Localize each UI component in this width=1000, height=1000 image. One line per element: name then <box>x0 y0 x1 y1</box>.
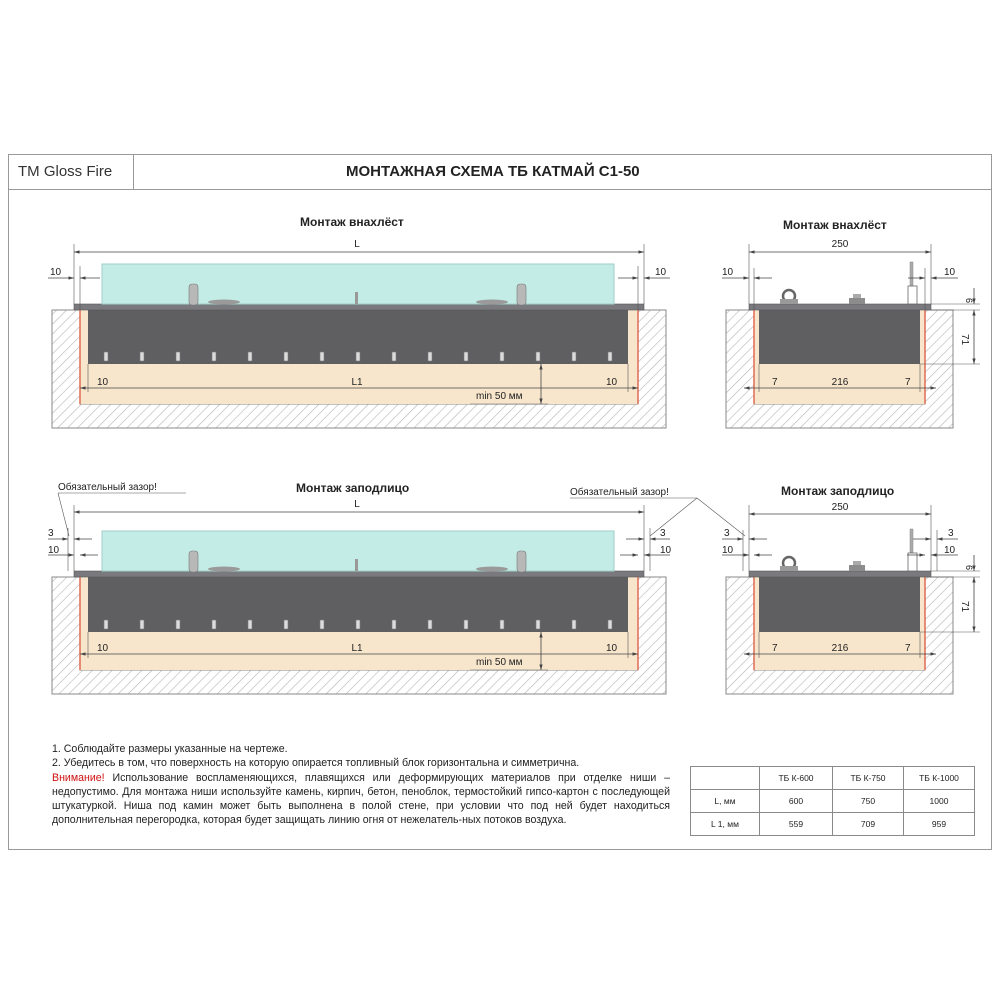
dim-10-right: 10 <box>655 267 667 278</box>
note-1: 1. Соблюдайте размеры указанные на чертеже. <box>52 743 288 755</box>
brand-label: TM Gloss Fire <box>18 163 113 180</box>
table-cell: 600 <box>760 790 833 813</box>
svg-text:250: 250 <box>831 502 849 513</box>
table-cell: 709 <box>833 813 904 836</box>
svg-text:10: 10 <box>97 643 109 654</box>
overlap-front-view <box>48 239 670 428</box>
note-2: 2. Убедитесь в том, что поверхность на которую опирается топливный блок горизонтальна и симметрична. <box>52 757 580 770</box>
table-cell: L 1, мм <box>691 813 760 836</box>
svg-text:216: 216 <box>831 643 849 654</box>
dim-216: 216 <box>831 377 849 388</box>
dim-6: 6 <box>964 298 974 304</box>
spec-table <box>690 766 975 836</box>
warning-text: Использование воспламеняющихся, плавящихся или деформирующих материалов при отделке ниши – недопустимо. Для монтажа ниши используйте камень, кирпич, бетон, пеноблок, термостойкий гипсо-картон с последующей штукатуркой. Ниша под камин может быть выполнена в полой стене, при условии что под ней будет находиться дополнительная перегородка, которая будет защищать линию огня от нежелатель-ных потоков воздуха. <box>52 771 670 827</box>
gap-note-right: Обязательный зазор! <box>570 487 669 498</box>
table-header-cell: ТБ К-600 <box>760 767 833 790</box>
overlap-front-title: Монтаж внахлёст <box>300 215 404 229</box>
table-cell: L, мм <box>691 790 760 813</box>
table-header-cell: ТБ К-1000 <box>904 767 975 790</box>
dim-L-label: L <box>354 239 360 250</box>
dim-10-inner-left: 10 <box>97 377 109 388</box>
table-row <box>691 790 975 813</box>
overlap-side-view <box>722 239 980 428</box>
flush-side-title: Монтаж заподлицо <box>781 484 895 498</box>
page-title: МОНТАЖНАЯ СХЕМА ТБ КАТМАЙ С1-50 <box>346 163 640 180</box>
svg-text:10: 10 <box>722 267 734 278</box>
svg-text:min 50 мм: min 50 мм <box>476 657 523 668</box>
knob <box>189 284 198 305</box>
table-cell: 1000 <box>904 790 975 813</box>
table-cell: 750 <box>833 790 904 813</box>
dim-L1-label: L1 <box>351 377 363 388</box>
dim-10-inner-right: 10 <box>606 377 618 388</box>
knob <box>517 284 526 305</box>
overlap-side-title: Монтаж внахлёст <box>783 218 887 232</box>
dim-71: 71 <box>959 334 970 346</box>
svg-text:7: 7 <box>772 643 778 654</box>
table-cell: 959 <box>904 813 975 836</box>
table-row <box>691 813 975 836</box>
gap-note-left: Обязательный зазор! <box>58 482 157 493</box>
svg-text:7: 7 <box>905 377 911 388</box>
svg-text:10: 10 <box>944 267 956 278</box>
svg-text:3: 3 <box>724 528 730 539</box>
svg-text:10: 10 <box>606 643 618 654</box>
svg-text:10: 10 <box>722 545 734 556</box>
svg-text:10: 10 <box>48 545 60 556</box>
svg-text:6: 6 <box>964 565 974 571</box>
dim-min50: min 50 мм <box>476 391 523 402</box>
svg-text:10: 10 <box>944 545 956 556</box>
svg-text:10: 10 <box>660 545 672 556</box>
table-header-row <box>691 767 975 790</box>
table-cell: 559 <box>760 813 833 836</box>
dim-10-left: 10 <box>50 267 62 278</box>
warning-label: Внимание! <box>52 771 105 784</box>
block-feet <box>104 352 612 361</box>
installation-notes <box>52 742 670 828</box>
svg-text:71: 71 <box>959 601 970 613</box>
warning-note <box>52 771 670 828</box>
svg-text:L1: L1 <box>351 643 363 654</box>
table-header-cell <box>691 767 760 790</box>
flush-front-title: Монтаж заподлицо <box>296 481 410 495</box>
top-plate <box>74 304 644 310</box>
flush-front-view <box>48 481 745 694</box>
svg-text:7: 7 <box>905 643 911 654</box>
flush-side-view <box>722 502 980 694</box>
svg-text:L: L <box>354 499 360 510</box>
svg-text:3: 3 <box>948 528 954 539</box>
dim-250: 250 <box>831 239 849 250</box>
svg-text:3: 3 <box>48 528 54 539</box>
table-header-cell: ТБ К-750 <box>833 767 904 790</box>
svg-text:7: 7 <box>772 377 778 388</box>
svg-text:3: 3 <box>660 528 666 539</box>
